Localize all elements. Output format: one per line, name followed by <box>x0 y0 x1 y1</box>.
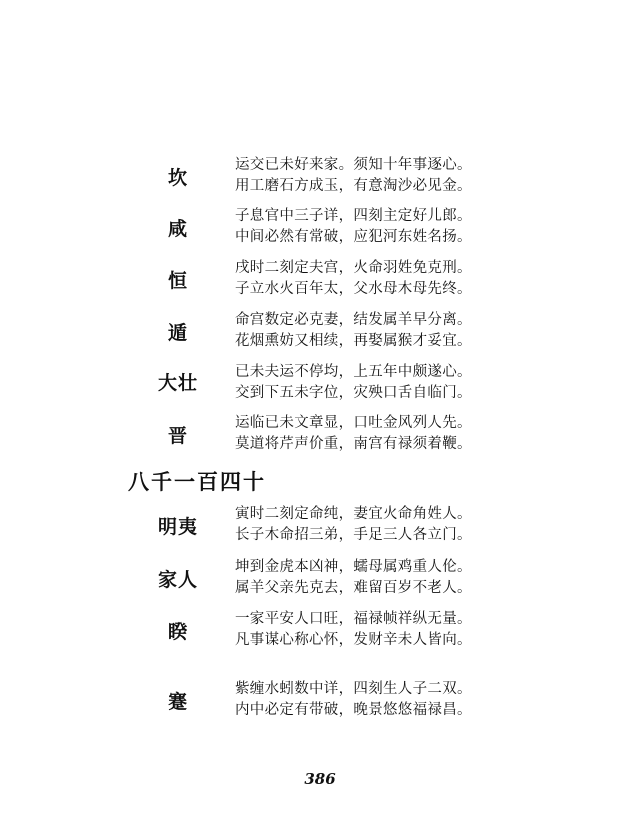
verse <box>235 504 472 546</box>
verse-line: 命宫数定必克妻，结发属羊早分离。 <box>235 312 472 328</box>
verse <box>235 609 472 651</box>
verse-line: 运临已未文章显，口吐金风列人先。 <box>235 415 472 431</box>
verse-line: 长子木命招三弟，手足三人各立门。 <box>235 527 472 543</box>
verse-line: 戌时二刻定夫宫，火命羽姓免克刑。 <box>235 260 472 276</box>
section-title: 八千一百四十 <box>128 469 266 494</box>
hexagram-name: 家人 <box>157 569 198 591</box>
verse-line: 属羊父亲先克去，难留百岁不老人。 <box>235 580 472 596</box>
hexagram-name: 遁 <box>167 322 188 344</box>
verse <box>235 206 472 248</box>
hexagram-name: 晋 <box>167 425 188 447</box>
verse-line: 已未夫运不停均，上五年中颇遂心。 <box>235 364 472 380</box>
hexagram-name: 坎 <box>167 167 188 189</box>
verse <box>235 258 472 300</box>
verse <box>235 310 472 352</box>
verse-line: 凡事谋心称心怀，发财辛未人皆向。 <box>235 632 472 648</box>
page-number: 386 <box>304 770 336 788</box>
hexagram-name: 明夷 <box>157 516 198 538</box>
hexagram-name: 恒 <box>167 270 188 292</box>
verse-line: 坤到金虎本凶神，蠕母属鸡重人伦。 <box>235 559 472 575</box>
verse <box>235 413 472 455</box>
verse-line: 交到下五未字位，灾殃口舌自临门。 <box>235 385 472 401</box>
verse-line: 花烟熏妨又相续，再娶属猴才妥宜。 <box>235 333 472 349</box>
verse <box>235 679 472 721</box>
verse-line: 子息官中三子详，四刻主定好儿郎。 <box>235 208 472 224</box>
verse <box>235 557 472 599</box>
verse-line: 内中必定有带破，晚景悠悠福禄昌。 <box>235 702 472 718</box>
verse-line: 中间必然有常破，应犯河东姓名扬。 <box>235 229 472 245</box>
verse <box>235 155 472 197</box>
verse-line: 一家平安人口旺，福禄帧祥纵无量。 <box>235 611 472 627</box>
hexagram-name: 大壮 <box>157 372 198 394</box>
verse-line: 莫道将芹声价重，南宫有禄须着鞭。 <box>235 436 472 452</box>
hexagram-name: 睽 <box>167 621 188 643</box>
verse <box>235 362 472 404</box>
hexagram-name: 蹇 <box>167 691 188 713</box>
verse-line: 紫缠水蚓数中详，四刻生人子二双。 <box>235 681 472 697</box>
hexagram-name: 咸 <box>167 218 188 240</box>
verse-line: 寅时二刻定命纯，妻宜火命角姓人。 <box>235 506 472 522</box>
verse-line: 用工磨石方成玉，有意淘沙必见金。 <box>235 178 472 194</box>
verse-line: 子立水火百年太，父水母木母先终。 <box>235 281 472 297</box>
verse-line: 运交已未好来家。须知十年事逐心。 <box>235 157 472 173</box>
